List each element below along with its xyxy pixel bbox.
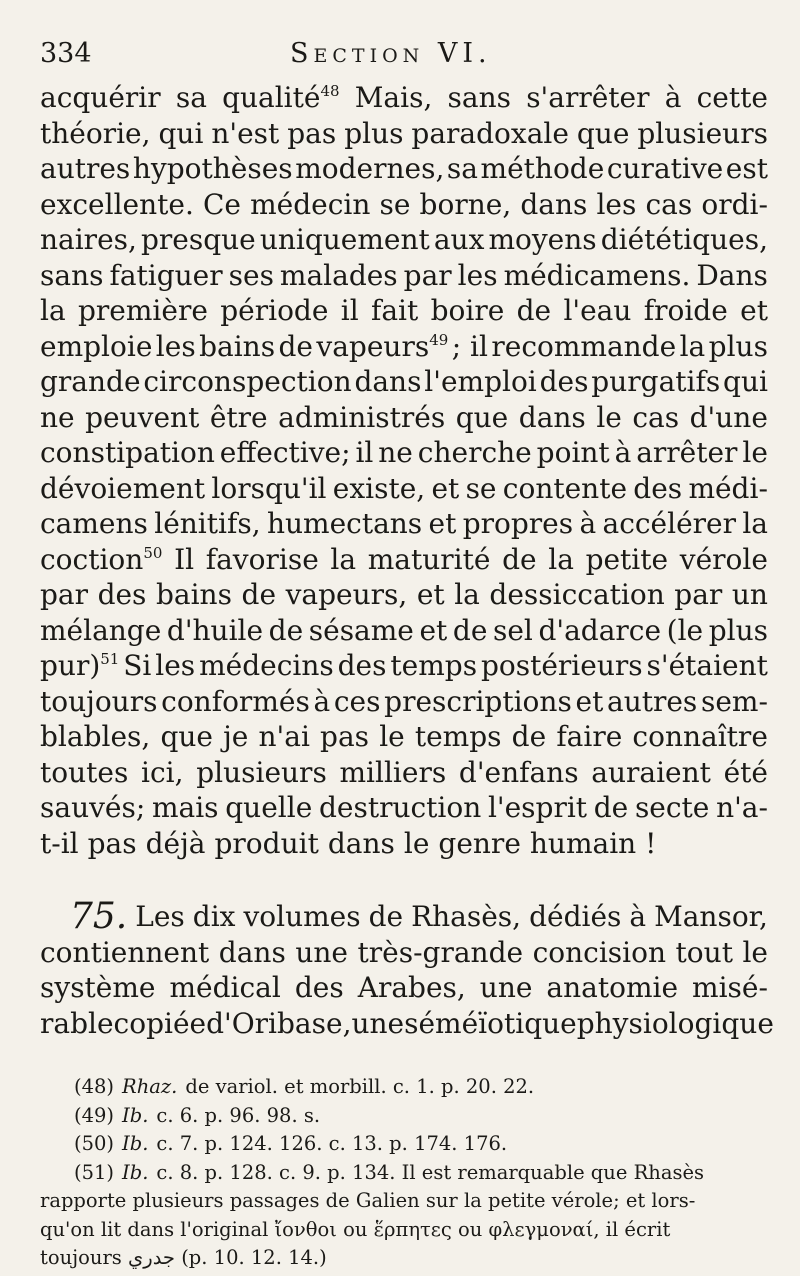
word: conformés <box>161 684 310 718</box>
word: la <box>742 507 768 540</box>
word: physiologique <box>576 1006 774 1040</box>
para75-line <box>40 935 768 971</box>
word: favorise <box>205 542 319 576</box>
footnote-reference: 48 <box>320 82 340 100</box>
word: que <box>455 400 509 434</box>
word: les <box>457 258 498 292</box>
footnote-continuation: rapporte plusieurs passages de Galien sur la petite vérole; et lors- <box>40 1189 696 1212</box>
word: méthode <box>480 152 605 185</box>
word: sans <box>40 258 104 292</box>
body-line <box>40 400 768 436</box>
word: de <box>278 329 313 363</box>
word: fatiguer <box>109 258 223 292</box>
footnote-mark: (51) <box>74 1160 115 1184</box>
word: de <box>502 542 537 576</box>
body-line <box>40 684 768 720</box>
word: humain ! <box>529 826 657 860</box>
word: plus <box>344 116 404 150</box>
word: dévoiement <box>40 471 206 505</box>
word: vérole <box>679 542 768 576</box>
word: temps <box>414 720 502 753</box>
word: le <box>379 720 405 753</box>
word: de <box>241 578 277 611</box>
body-line <box>40 542 768 578</box>
word: n'ai <box>258 720 310 753</box>
word: des <box>337 649 387 682</box>
word: à <box>664 81 682 114</box>
word: Arabes, <box>357 971 466 1004</box>
word: il <box>340 294 359 327</box>
para75-line <box>40 970 768 1006</box>
body-line <box>40 613 768 649</box>
word: qui <box>158 116 204 150</box>
word: cas <box>645 187 693 221</box>
word: de <box>368 900 404 933</box>
word: médical <box>169 971 281 1004</box>
word: circonspection <box>143 365 352 398</box>
word: qualité$^{48}$ <box>222 81 340 114</box>
word: Mansor, <box>654 900 768 933</box>
word: Rhasès, <box>411 900 522 933</box>
footnote <box>40 1130 768 1159</box>
running-head <box>40 30 768 80</box>
footnote-source: Ib. <box>122 1132 149 1155</box>
body-line <box>40 116 768 152</box>
word: médecins <box>199 649 334 682</box>
word: destruction <box>318 791 482 824</box>
word: sésame <box>308 613 414 647</box>
word: cette <box>696 81 768 114</box>
footnote-text: de variol. et morbill. c. 1. p. 20. 22. <box>185 1075 535 1098</box>
body-line <box>40 790 768 826</box>
word: se <box>379 187 411 221</box>
word: dix <box>192 900 236 933</box>
word: le <box>742 436 768 469</box>
word: emploie <box>40 329 153 363</box>
word: milliers <box>339 755 447 789</box>
word: à <box>629 900 647 933</box>
word: (le <box>666 613 704 647</box>
word: genre <box>438 826 521 860</box>
word: bains <box>155 578 232 611</box>
word: curative <box>606 152 724 185</box>
footnote-reference: 51 <box>100 650 120 668</box>
word: de <box>593 791 629 824</box>
word: tout <box>675 935 733 969</box>
word: auraient <box>591 755 711 789</box>
word: de <box>516 294 552 327</box>
word: Les <box>135 900 185 933</box>
word: sa <box>446 152 478 185</box>
word: toutes <box>40 755 129 789</box>
word: produit <box>214 826 319 860</box>
word: quelle <box>225 791 313 824</box>
word: d'une <box>689 400 768 434</box>
word: ces <box>333 684 381 718</box>
word: bains <box>199 329 276 363</box>
word: à <box>579 507 597 540</box>
footnote <box>40 1159 768 1188</box>
word: par <box>403 258 452 292</box>
footnote-mark: (49) <box>74 1103 115 1127</box>
word: froide <box>643 294 728 327</box>
word: Si <box>123 649 152 682</box>
book-page <box>40 30 774 1273</box>
word: connaître <box>632 720 768 753</box>
word: dédiés <box>529 900 622 933</box>
word: administrés <box>278 400 446 434</box>
body-line <box>40 826 768 862</box>
word: plusieurs <box>196 755 327 789</box>
word: d'huile <box>166 613 264 647</box>
word: que <box>576 116 630 150</box>
word: des <box>294 971 344 1004</box>
word: pur)$^{51}$ <box>40 649 120 682</box>
word: séméïotique <box>404 1006 577 1040</box>
para75-line <box>40 896 768 937</box>
word: mais <box>151 791 219 824</box>
word: de <box>452 613 488 647</box>
word: moyens <box>488 223 597 256</box>
word: une <box>479 971 533 1004</box>
word: Ce <box>202 187 241 221</box>
word: lénitifs, <box>154 507 261 540</box>
footnote-text: c. 8. p. 128. c. 9. p. 134. Il est remarquable que Rhasès <box>156 1160 705 1184</box>
word: recommande <box>491 329 677 363</box>
word: sa <box>175 81 207 114</box>
word: la <box>330 542 357 576</box>
word: temps <box>390 649 478 682</box>
word: malades <box>279 258 398 292</box>
word: la <box>40 294 66 327</box>
word: concision <box>532 935 667 969</box>
body-line <box>40 329 768 365</box>
word: dans <box>327 826 395 860</box>
word: mélange <box>40 613 162 647</box>
body-line <box>40 719 768 755</box>
word: être <box>209 400 268 434</box>
body-line <box>40 258 768 294</box>
word: coction$^{50}$ <box>40 542 163 576</box>
word: sel <box>492 613 533 647</box>
word: période <box>220 294 329 327</box>
word: été <box>723 755 768 789</box>
word: par <box>40 578 89 611</box>
word: que <box>160 720 213 753</box>
body-line <box>40 648 768 684</box>
word: plus <box>708 613 768 647</box>
word: lorsqu'il <box>211 471 327 505</box>
word: hypothèses <box>132 152 293 185</box>
word: dans <box>218 935 286 969</box>
word: sem- <box>700 684 768 718</box>
body-line <box>40 435 768 471</box>
word: t-il <box>40 826 79 860</box>
word: misé- <box>692 971 768 1004</box>
word: ne <box>40 400 75 434</box>
word: je <box>223 720 249 753</box>
body-line <box>40 187 768 223</box>
word: des <box>97 578 147 611</box>
body-line <box>40 151 768 187</box>
word: ses <box>228 258 274 292</box>
body-line <box>40 577 768 613</box>
word: arrêter <box>636 436 738 469</box>
word: borne, <box>419 187 512 221</box>
word: d'Oribase, <box>206 1006 352 1040</box>
word: peuvent <box>85 400 200 434</box>
footnote <box>40 1102 768 1131</box>
word: à <box>313 684 331 718</box>
word: boire <box>430 294 505 327</box>
word: propres <box>462 507 574 540</box>
word: dans <box>520 187 588 221</box>
word: excellente. <box>40 187 194 221</box>
word: la <box>548 542 574 576</box>
word: Il <box>174 542 195 576</box>
word: ordi- <box>701 187 768 221</box>
body-paragraph <box>40 80 768 861</box>
word: toujours <box>40 684 158 718</box>
word: et <box>431 471 460 505</box>
word: effective; <box>219 436 351 469</box>
word: plus <box>708 329 768 363</box>
word: sans <box>447 81 511 114</box>
footnote-mark: (48) <box>74 1075 115 1098</box>
word: un <box>731 578 768 611</box>
word: presque <box>140 223 256 256</box>
footnote-source: Ib. <box>122 1160 149 1184</box>
word: d'enfans <box>458 755 579 789</box>
body-line <box>40 506 768 542</box>
word: dans <box>354 365 422 398</box>
word: Mais, <box>354 81 433 114</box>
word: vapeurs, <box>285 578 408 611</box>
word: humectans <box>266 507 423 540</box>
word: s'étaient <box>646 649 768 682</box>
page-number: 334 <box>40 38 92 69</box>
body-line <box>40 293 768 329</box>
word: pas <box>287 116 337 150</box>
word: contente <box>502 471 628 505</box>
paragraph-number: 75. <box>70 896 128 937</box>
word: l'eau <box>563 294 632 327</box>
word: théorie, <box>40 116 151 150</box>
word: l'emploi <box>424 365 537 398</box>
footnote-source: Ib. <box>122 1103 149 1127</box>
word: d'adarce <box>538 613 662 647</box>
word: copiée <box>113 1006 207 1040</box>
word: accélérer <box>602 507 736 540</box>
body-line <box>40 364 768 400</box>
word: déjà <box>145 826 206 860</box>
footnote-reference: 49 <box>429 330 449 349</box>
body-line <box>40 471 768 507</box>
word: les <box>155 329 196 363</box>
word: constipation <box>40 436 215 469</box>
word: et <box>740 294 768 327</box>
word: la <box>454 578 480 611</box>
word: contiennent <box>40 935 210 969</box>
word: par <box>674 578 723 611</box>
word: se <box>465 471 497 505</box>
word: qui <box>723 365 768 398</box>
word: médicamens. <box>503 258 691 292</box>
word: des <box>633 471 683 505</box>
word: naires, <box>40 223 137 256</box>
word: les <box>155 649 196 682</box>
body-line <box>40 755 768 791</box>
word: fait <box>371 294 419 327</box>
word: autres <box>40 152 131 185</box>
footnote <box>40 1073 768 1102</box>
word: les <box>596 187 637 221</box>
word: n'a- <box>716 791 768 824</box>
word: il <box>355 436 374 469</box>
word: système <box>40 971 156 1004</box>
word: aux <box>433 223 485 256</box>
word: acquérir <box>40 81 161 114</box>
word: purgatifs <box>591 365 721 398</box>
word: et <box>575 684 604 718</box>
word: une <box>351 1006 405 1040</box>
word: faire <box>556 720 623 753</box>
footnote-text: c. 7. p. 124. 126. c. 13. p. 174. 176. <box>156 1132 508 1155</box>
word: petite <box>585 542 669 576</box>
section-title: Section VI. <box>290 38 492 69</box>
word: camens <box>40 507 148 540</box>
word: pas <box>87 826 137 860</box>
word: est <box>725 152 768 185</box>
word: et <box>428 507 457 540</box>
word: volumes <box>243 900 361 933</box>
word: très-grande <box>357 935 524 969</box>
footnote-source: Rhaz. <box>122 1075 178 1098</box>
footnote-mark: (50) <box>74 1132 115 1155</box>
word: ici, <box>141 755 184 789</box>
word: ne <box>378 436 413 469</box>
word: n'est <box>211 116 280 150</box>
footnote-continuation: qu'on lit dans l'original ἴονθοι ou ἕρπητες ou φλεγμοναί, il écrit <box>40 1217 671 1241</box>
word: paradoxale <box>411 116 569 150</box>
word: le <box>742 935 768 969</box>
word: blables, <box>40 720 151 753</box>
word: médi- <box>688 471 768 505</box>
word: à <box>614 436 632 469</box>
word: rable <box>40 1006 114 1040</box>
word: postérieurs <box>480 649 643 682</box>
word: maturité <box>367 542 491 576</box>
word: ; il <box>451 329 488 363</box>
word: existe, <box>332 471 426 505</box>
footnote-reference: 50 <box>143 543 163 562</box>
word: cherche <box>417 436 532 469</box>
word: des <box>539 365 589 398</box>
word: vapeurs$^{49}$ <box>316 329 449 363</box>
word: dessiccation <box>489 578 665 611</box>
footnotes <box>40 1073 768 1273</box>
word: anatomie <box>546 971 679 1004</box>
word: première <box>77 294 208 327</box>
word: sauvés; <box>40 791 146 824</box>
word: autres <box>607 684 698 718</box>
body-line <box>40 222 768 258</box>
paragraph-75 <box>40 896 774 1041</box>
word: secte <box>634 791 710 824</box>
body-line <box>40 80 768 116</box>
word: de <box>268 613 304 647</box>
word: le <box>403 826 430 860</box>
word: modernes, <box>295 152 445 185</box>
word: et <box>419 613 448 647</box>
word: prescriptions <box>384 684 572 718</box>
word: grande <box>40 365 141 398</box>
word: une <box>295 935 348 969</box>
word: dans <box>518 400 586 434</box>
word: uniquement <box>259 223 430 256</box>
word: et <box>416 578 445 611</box>
word: le <box>596 400 622 434</box>
word: diététiques, <box>600 223 768 256</box>
word: point <box>536 436 610 469</box>
word: cas <box>632 400 680 434</box>
word: de <box>511 720 547 753</box>
word: Dans <box>696 258 768 292</box>
word: pas <box>320 720 370 753</box>
word: s'arrêter <box>526 81 650 114</box>
word: plusieurs <box>637 116 768 150</box>
word: l'esprit <box>487 791 588 824</box>
para75-line <box>40 1006 774 1042</box>
footnote-continuation: toujours جدري (p. 10. 12. 14.) <box>40 1246 327 1269</box>
word: la <box>679 329 706 363</box>
footnote-text: c. 6. p. 96. 98. s. <box>156 1103 321 1127</box>
word: médecin <box>250 187 371 221</box>
